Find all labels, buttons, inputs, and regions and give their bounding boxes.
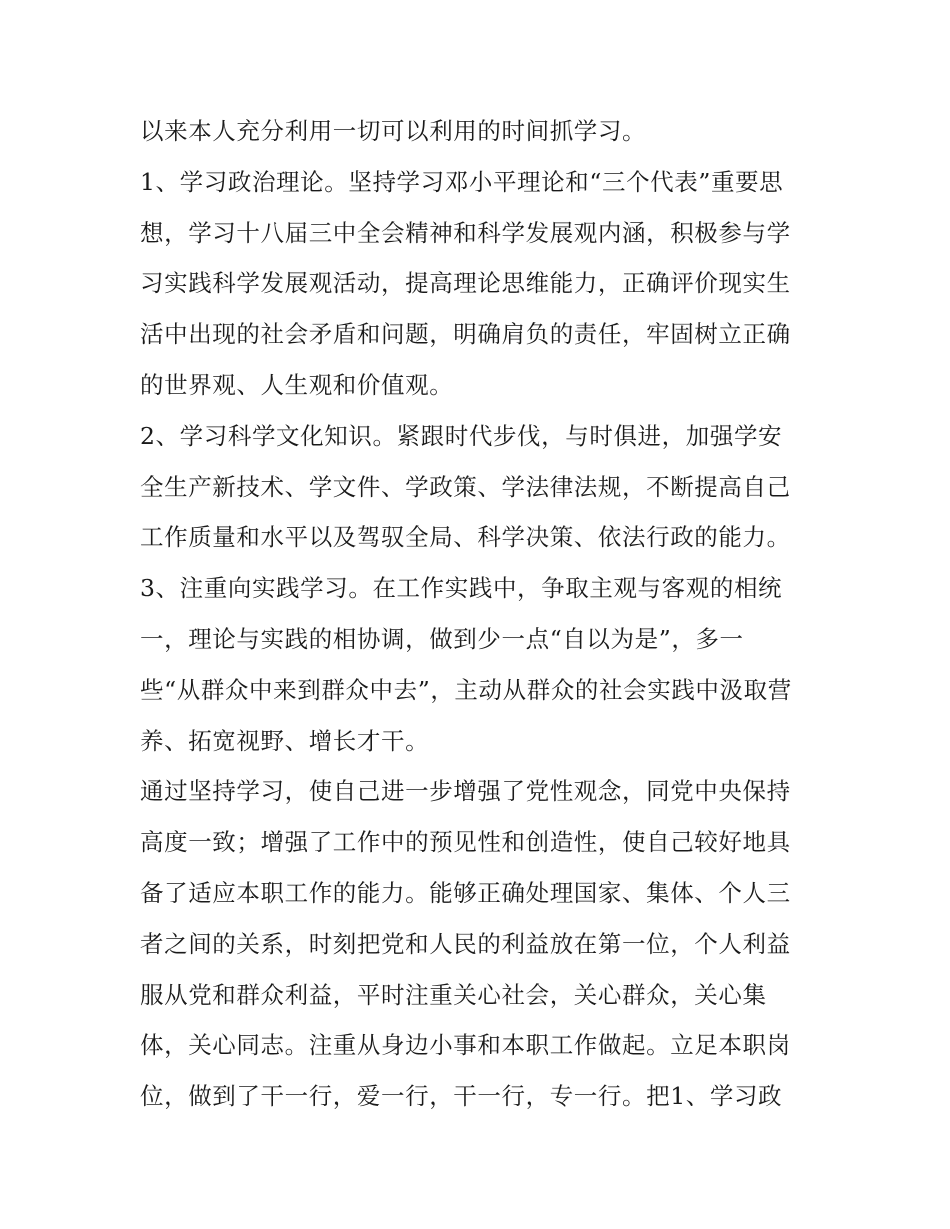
text-line: 体，关心同志。注重从身边小事和本职工作做起。立足本职岗 — [140, 1031, 791, 1060]
text-line: 1、学习政治理论。坚持学习邓小平理论和“三个代表”重要思 — [140, 167, 784, 196]
text-line: 高度一致；增强了工作中的预见性和创造性，使自己较好地具 — [140, 828, 791, 857]
text-line: 想，学习十八届三中全会精神和科学发展观内涵，积极参与学 — [140, 218, 791, 247]
text-line: 工作质量和水平以及驾驭全局、科学决策、依法行政的能力。 — [140, 523, 791, 552]
text-line: 些“从群众中来到群众中去”，主动从群众的社会实践中汲取营 — [140, 675, 792, 704]
text-line: 备了适应本职工作的能力。能够正确处理国家、集体、个人三 — [140, 878, 791, 907]
text-line: 一，理论与实践的相协调，做到少一点“自以为是”，多一 — [140, 624, 744, 653]
text-line: 活中出现的社会矛盾和问题，明确肩负的责任，牢固树立正确 — [140, 320, 791, 349]
text-line: 养、拓宽视野、增长才干。 — [140, 726, 430, 755]
text-line: 的世界观、人生观和价值观。 — [140, 370, 454, 399]
text-line: 以来本人充分利用一切可以利用的时间抓学习。 — [140, 117, 647, 145]
text-line: 3、注重向实践学习。在工作实践中，争取主观与客观的相统 — [140, 574, 783, 603]
document-body — [140, 106, 820, 1122]
text-line: 全生产新技术、学文件、学政策、学法律法规，不断提高自己 — [140, 472, 791, 501]
text-line: 习实践科学发展观活动，提高理论思维能力，正确评价现实生 — [140, 269, 791, 298]
text-line: 者之间的关系，时刻把党和人民的利益放在第一位，个人利益 — [140, 929, 791, 958]
text-line: 位，做到了干一行，爱一行，干一行，专一行。把1、学习政 — [140, 1082, 783, 1111]
text-line: 服从党和群众利益，平时注重关心社会，关心群众，关心集 — [140, 980, 767, 1009]
text-line: 2、学习科学文化知识。紧跟时代步伐，与时俱进，加强学安 — [140, 421, 783, 450]
text-line: 通过坚持学习，使自己进一步增强了党性观念，同党中央保持 — [140, 777, 791, 806]
